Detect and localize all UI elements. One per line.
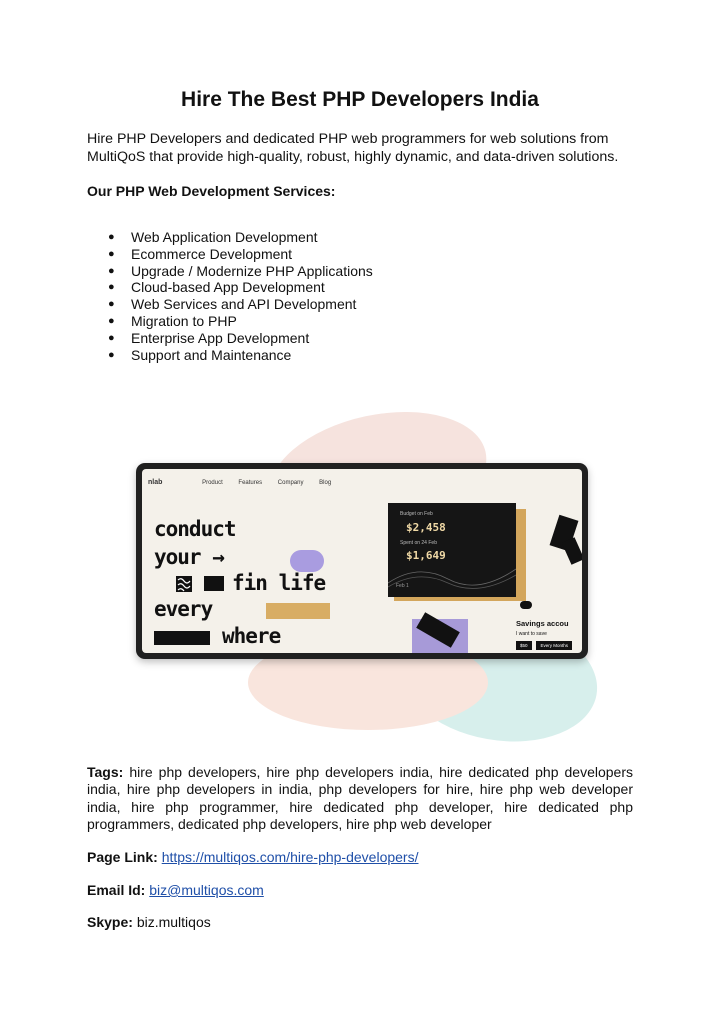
hero-headline-word: every xyxy=(154,597,213,621)
skype-value: biz.multiqos xyxy=(136,914,211,930)
decorative-bar xyxy=(266,603,330,619)
page-title: Hire The Best PHP Developers India xyxy=(181,88,539,111)
hero-headline-word: conduct xyxy=(154,517,236,541)
bullet-icon: ● xyxy=(108,298,115,311)
card-footnote: Feb 1 xyxy=(396,583,409,589)
services-list xyxy=(108,229,373,363)
mockup-logo: nlab xyxy=(148,479,163,486)
savings-chip: $50 xyxy=(516,641,532,650)
budget-value: $2,458 xyxy=(406,521,446,534)
list-item: ● Enterprise App Development xyxy=(108,329,310,346)
mockup-nav-item: Blog xyxy=(319,480,332,486)
list-item: ● Web Services and API Development xyxy=(108,296,357,313)
bullet-icon: ● xyxy=(108,247,115,260)
hero-headline-word: your → xyxy=(154,545,224,569)
decorative-bar xyxy=(154,631,210,645)
email-line xyxy=(87,882,264,898)
skype-label: Skype: xyxy=(87,914,133,930)
budget-label: Budget on Feb xyxy=(400,511,433,517)
page-link[interactable]: https://multiqos.com/hire-php-developers/ xyxy=(161,849,419,865)
tags-label: Tags: xyxy=(87,764,124,780)
bullet-icon: ● xyxy=(108,331,115,344)
bullet-icon: ● xyxy=(108,231,115,243)
email-link[interactable]: biz@multiqos.com xyxy=(149,882,264,898)
spent-label: Spent on 24 Feb xyxy=(400,540,437,546)
list-item: ● Migration to PHP xyxy=(108,312,237,329)
savings-chips xyxy=(516,641,582,650)
savings-title: Savings accou xyxy=(516,619,569,628)
hero-illustration xyxy=(128,405,598,740)
hero-headline-word: fin life xyxy=(232,571,326,595)
page-link-label: Page Link: xyxy=(87,849,158,865)
list-item: ● Cloud-based App Development xyxy=(108,279,325,296)
mockup-nav-item: Company xyxy=(277,480,304,486)
spent-value: $1,649 xyxy=(406,549,446,562)
list-item: ● Web Application Development xyxy=(108,229,318,245)
bullet-icon: ● xyxy=(108,348,115,361)
hero-headline-word: where xyxy=(222,624,281,648)
bullet-icon: ● xyxy=(108,264,115,277)
savings-panel xyxy=(516,619,582,650)
budget-card xyxy=(388,503,516,597)
bullet-icon: ● xyxy=(108,314,115,327)
decorative-shape xyxy=(562,537,582,565)
services-heading: Our PHP Web Development Services: xyxy=(87,183,336,199)
list-item: ● Ecommerce Development xyxy=(108,245,293,262)
tags-paragraph xyxy=(87,764,633,833)
list-item: ● Upgrade / Modernize PHP Applications xyxy=(108,262,373,279)
skype-line xyxy=(87,914,211,930)
list-item: ● Support and Maintenance xyxy=(108,346,292,363)
intro-paragraph: Hire PHP Developers and dedicated PHP web programmers for web solutions from MultiQoS that provide high-quality, robust, highly dynamic, and data-driven solutions. xyxy=(87,131,619,165)
piggy-icon xyxy=(520,601,532,609)
savings-subtitle: I want to save xyxy=(516,631,547,637)
savings-chip: Every Months xyxy=(536,641,572,650)
pattern-tile xyxy=(176,576,192,592)
device-screen xyxy=(142,469,582,653)
email-label: Email Id: xyxy=(87,882,146,898)
mockup-nav xyxy=(148,479,345,486)
decorative-pill xyxy=(290,550,324,572)
page-link-line xyxy=(87,849,418,865)
decorative-square xyxy=(204,576,224,591)
device-mockup xyxy=(136,463,588,659)
mockup-nav-item: Product xyxy=(202,480,223,486)
mockup-nav-item: Features xyxy=(238,480,263,486)
tags-text: hire php developers, hire php developers india, hire dedicated php developers india, hire php developers in india, php developers for hire, hire php web developer india, hire php programmer, hire dedicated php developer, hire dedicated php programmers, dedicated php developers, hire php web developer xyxy=(87,764,633,832)
bullet-icon: ● xyxy=(108,281,115,294)
